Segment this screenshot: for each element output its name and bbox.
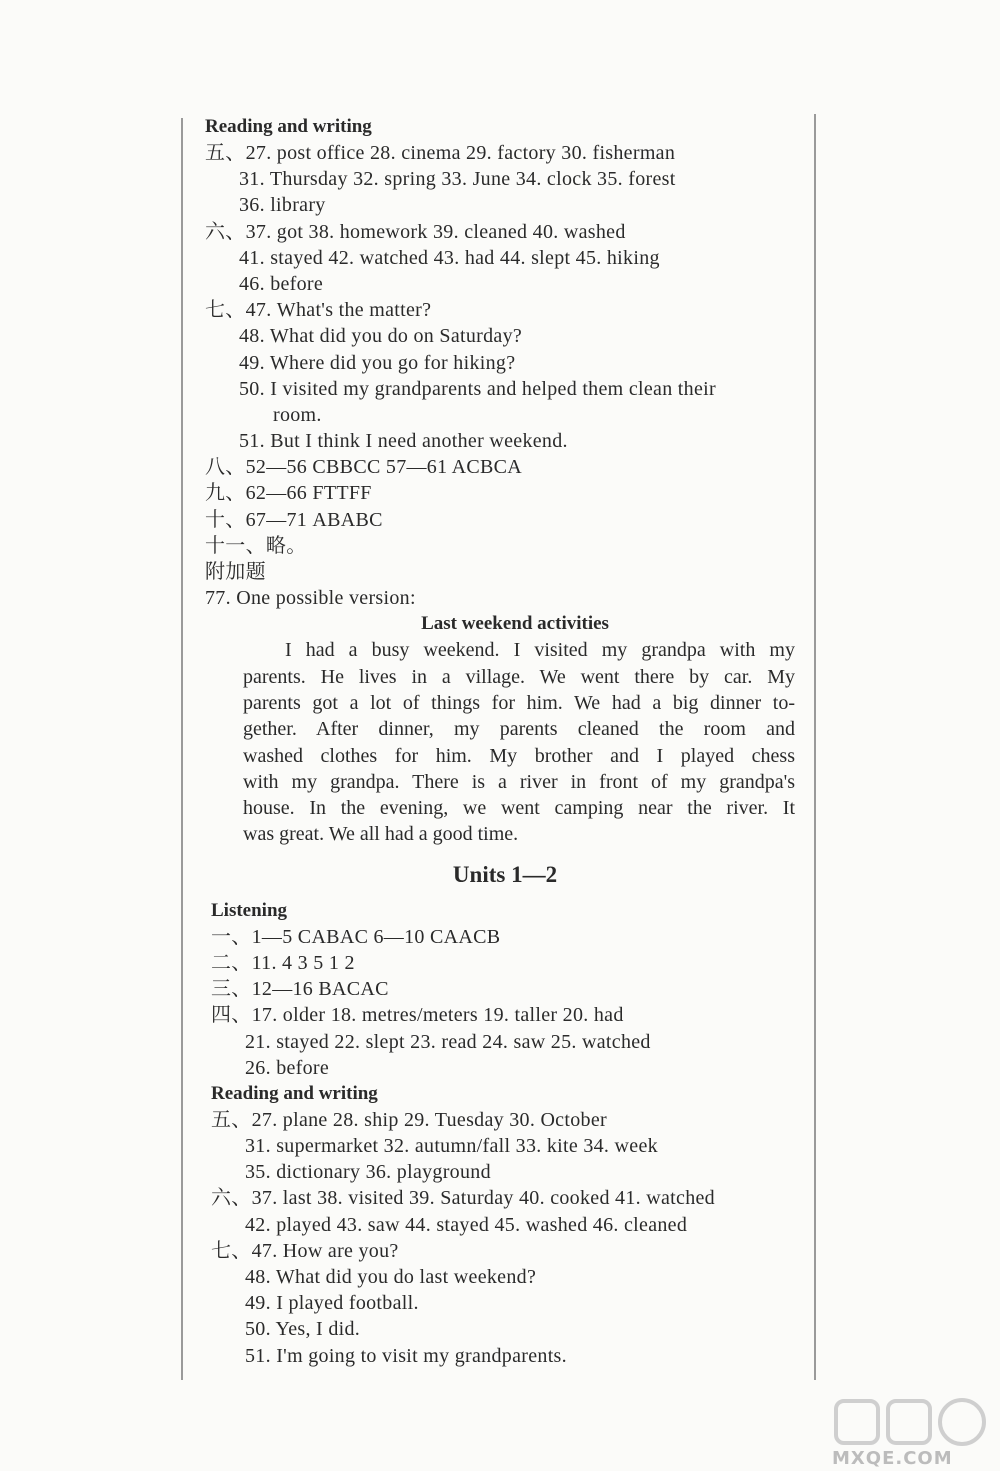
essay-line: parents. He lives in a village. We went there by car. My <box>243 665 795 688</box>
answer-line: 一、1—5 CABAC 6—10 CAACB <box>211 925 501 948</box>
essay-line: was great. We all had a good time. <box>243 823 519 846</box>
answer-line: 二、11. 4 3 5 1 2 <box>211 951 355 974</box>
answer-line: 36. library <box>239 194 326 217</box>
answer-line: 21. stayed 22. slept 23. read 24. saw 25. watched <box>245 1030 651 1053</box>
answer-line: 四、17. older 18. metres/meters 19. taller 20. had <box>211 1004 624 1027</box>
answer-line: 77. One possible version: <box>205 587 416 610</box>
essay-title: Last weekend activities <box>421 613 609 635</box>
section-heading-reading-writing: Reading and writing <box>205 116 372 137</box>
answer-line: 三、12—16 BACAC <box>211 978 389 1001</box>
left-margin-rule <box>181 118 183 1380</box>
essay-line: gether. After dinner, my parents cleaned the room and <box>243 718 795 741</box>
answer-line: 七、47. What's the matter? <box>205 299 432 322</box>
answer-line: 26. before <box>245 1056 330 1079</box>
answer-line: 49. Where did you go for hiking? <box>239 351 516 374</box>
answer-line: 50. I visited my grandparents and helped them clean their <box>239 377 716 400</box>
essay-line: washed clothes for him. My brother and I played chess <box>243 744 795 767</box>
answer-line: 附加题 <box>205 561 266 583</box>
answer-line: 六、37. last 38. visited 39. Saturday 40. cooked 41. watched <box>211 1187 715 1210</box>
answer-line: 十一、略。 <box>205 534 307 557</box>
essay-line: parents got a lot of things for him. We had a big dinner to- <box>243 691 795 714</box>
essay-paragraph <box>205 637 795 847</box>
reading-writing-answers <box>205 1107 805 1369</box>
right-margin-rule <box>814 114 816 1380</box>
answer-content <box>205 114 805 1369</box>
essay-line: house. In the evening, we went camping near the river. It <box>243 797 795 820</box>
answer-line: 八、52—56 CBBCC 57—61 ACBCA <box>205 456 523 479</box>
watermark-text: MXQE.COM <box>832 1448 953 1469</box>
essay-line: I had a busy weekend. I visited my grandpa with my <box>285 639 795 662</box>
answer-line: 31. Thursday 32. spring 33. June 34. clock 35. forest <box>239 168 676 191</box>
answer-line: 51. I'm going to visit my grandparents. <box>245 1344 567 1367</box>
answer-line: 50. Yes, I did. <box>245 1318 361 1341</box>
unit-title: Units 1—2 <box>452 861 558 887</box>
answer-line: 七、47. How are you? <box>211 1239 399 1262</box>
answer-line: 46. before <box>239 272 324 295</box>
answer-line: 31. supermarket 32. autumn/fall 33. kite 34. week <box>245 1135 658 1158</box>
answer-line: 42. played 43. saw 44. stayed 45. washed 46. cleaned <box>245 1213 688 1236</box>
answer-line: 十、67—71 ABABC <box>205 508 383 531</box>
answer-line: 六、37. got 38. homework 39. cleaned 40. washed <box>205 220 626 243</box>
answer-line: 49. I played football. <box>245 1292 419 1315</box>
essay-line: with my grandpa. There is a river in front of my grandpa's <box>243 770 795 793</box>
answer-line: 48. What did you do on Saturday? <box>239 325 523 348</box>
section-heading-reading-writing-unit: Reading and writing <box>211 1082 378 1104</box>
answer-line: 48. What did you do last weekend? <box>245 1266 537 1288</box>
answer-line: 51. But I think I need another weekend. <box>239 430 568 453</box>
listening-answers <box>205 924 805 1081</box>
answer-line: 九、62—66 FTTFF <box>205 482 372 505</box>
section-heading-listening: Listening <box>211 899 288 921</box>
answer-line: 五、27. plane 28. ship 29. Tuesday 30. October <box>211 1108 607 1131</box>
part1-answers <box>205 140 805 611</box>
answer-line: 41. stayed 42. watched 43. had 44. slept 45. hiking <box>239 246 660 269</box>
answer-line: 35. dictionary 36. playground <box>245 1161 491 1184</box>
answer-line: 五、27. post office 28. cinema 29. factory 30. fisherman <box>205 142 676 164</box>
answer-line: room. <box>273 403 322 426</box>
